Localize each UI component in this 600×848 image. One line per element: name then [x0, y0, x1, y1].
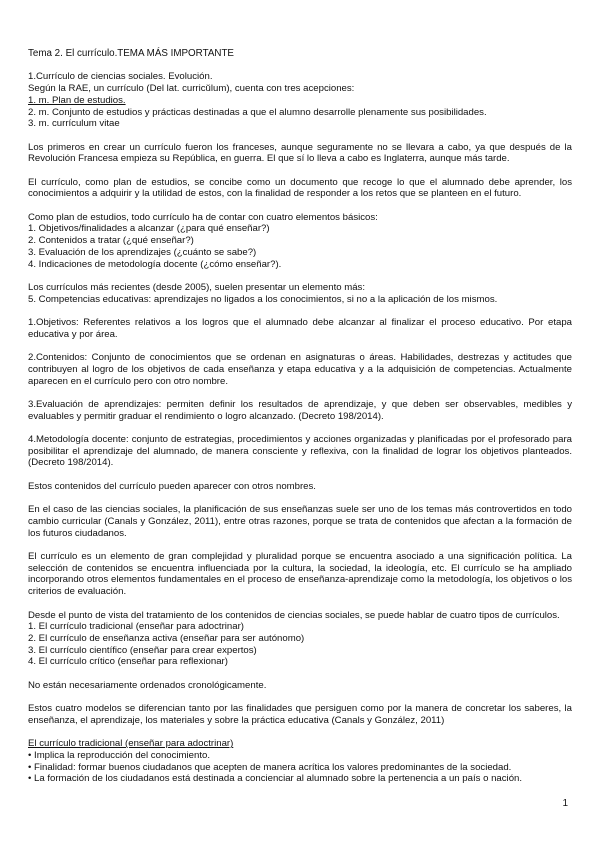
definicion-contenidos: 2.Contenidos: Conjunto de conocimientos que se ordenan en asignaturas o áreas. Habilidades, destrezas y actitudes que contribuyen al logro de los objetivos de cada enseñanza y etapa educativa y a la adquisición de competencias. Actualmente aparecen en el currículo pero con otro nombre. — [28, 352, 572, 387]
elementos-intro: Como plan de estudios, todo currículo ha de contar con cuatro elementos básicos: — [28, 211, 378, 223]
acepcion-item: 2. m. Conjunto de estudios y prácticas destinadas a que el alumno desarrolle plenamente sus posibilidades. — [28, 106, 487, 118]
definicion-evaluacion: 3.Evaluación de aprendizajes: permiten definir los resultados de aprendizaje, y que deben ser observables, medibles y evaluables y permitir graduar el rendimiento o logro alcanzado. (Decreto 198/2014). — [28, 398, 572, 422]
elemento-item: 2. Contenidos a tratar (¿qué enseñar?) — [28, 235, 194, 247]
acepcion-item: 3. m. currículum vitae — [28, 118, 120, 130]
tipo-item: 1. El currículo tradicional (enseñar para adoctrinar) — [28, 621, 244, 633]
definicion-objetivos: 1.Objetivos: Referentes relativos a los logros que el alumnado debe alcanzar al finalizar el proceso educativo. Por etapa educativa y por área. — [28, 317, 572, 340]
document-body — [28, 48, 572, 785]
paragraph-orden: No están necesariamente ordenados cronológicamente. — [28, 679, 267, 691]
tradicional-bullet: • Implica la reproducción del conocimiento. — [28, 749, 211, 761]
paragraph-complejidad: El currículo es un elemento de gran complejidad y pluralidad porque se encuentra asociado a una significación política. La selección de contenidos se encuentra influenciada por la cultura, la sociedad, la ideología, etc. El currículo se ha ampliado incorporando otros elementos fundamentales en el proceso de enseñanza-aprendizaje como la metodología, los objetivos o los criterios de evaluación. — [28, 551, 572, 598]
paragraph-nombres: Estos contenidos del currículo pueden aparecer con otros nombres. — [28, 480, 316, 492]
page-number: 1 — [562, 798, 568, 809]
tradicional-heading: El currículo tradicional (enseñar para adoctrinar) — [28, 738, 234, 750]
paragraph-ciencias: En el caso de las ciencias sociales, la planificación de sus enseñanzas suele ser uno de los temas más controvertidos en todo cambio curricular (Canals y González, 2011), entre otras razones, porque se trata de contenidos que afectan a la formación de los futuros ciudadanos. — [28, 504, 572, 539]
tradicional-bullet: • Finalidad: formar buenos ciudadanos que acepten de manera acrítica los valores predominantes de la sociedad. — [28, 761, 512, 773]
elemento-item: 1. Objetivos/finalidades a alcanzar (¿para qué enseñar?) — [28, 223, 270, 235]
tipo-item: 3. El currículo científico (enseñar para crear expertos) — [28, 644, 257, 656]
document-title: Tema 2. El currículo.TEMA MÁS IMPORTANTE — [28, 48, 234, 59]
paragraph-historia: Los primeros en crear un currículo fueron los franceses, aunque seguramente no se llevara a cabo, ya que después de la Revolución Francesa empieza su República, en guerra. El que sí lo lleva a cabo es Inglaterra, aunque más tarde. — [28, 141, 572, 165]
recientes-intro: Los currículos más recientes (desde 2005), suelen presentar un elemento más: — [28, 281, 366, 293]
elemento-item: 3. Evaluación de los aprendizajes (¿cuánto se sabe?) — [28, 246, 257, 258]
tradicional-bullet: • La formación de los ciudadanos está destinada a concienciar al alumnado sobre la pertenencia a un país o nación. — [28, 773, 523, 785]
definicion-metodologia: 4.Metodología docente: conjunto de estrategias, procedimientos y acciones organizadas y planificadas por el profesorado para posibilitar el aprendizaje del alumnado, de manera consciente y reflexiva, con la finalidad de lograr los objetivos planteados. (Decreto 198/2014). — [28, 434, 572, 469]
paragraph-modelos: Estos cuatro modelos se diferencian tanto por las finalidades que persiguen como por la manera de concretar los saberes, la enseñanza, el aprendizaje, los materiales y sobre la práctica educativa (Canals y González, 2011) — [28, 703, 572, 726]
paragraph-plan: El currículo, como plan de estudios, se concibe como un documento que recoge lo que el alumnado debe aprender, los conocimientos a adquirir y la utilidad de estos, con la finalidad de responder a los retos que se planteen en el futuro. — [28, 176, 572, 200]
recientes-item: 5. Competencias educativas: aprendizajes no ligados a los conocimientos, si no a la aplicación de los mismos. — [28, 293, 498, 305]
acepcion-item: 1. m. Plan de estudios. — [28, 94, 126, 106]
tipo-item: 2. El currículo de enseñanza activa (enseñar para ser autónomo) — [28, 632, 305, 644]
elemento-item: 4. Indicaciones de metodología docente (¿cómo enseñar?). — [28, 258, 282, 270]
section-heading: 1.Currículo de ciencias sociales. Evolución. — [28, 71, 213, 83]
tipos-intro: Desde el punto de vista del tratamiento de los contenidos de ciencias sociales, se puede hablar de cuatro tipos de currículos. — [28, 609, 560, 621]
tipo-item: 4. El currículo crítico (enseñar para reflexionar) — [28, 656, 228, 668]
section-intro: Según la RAE, un currículo (Del lat. curricŭlum), cuenta con tres acepciones: — [28, 83, 355, 95]
